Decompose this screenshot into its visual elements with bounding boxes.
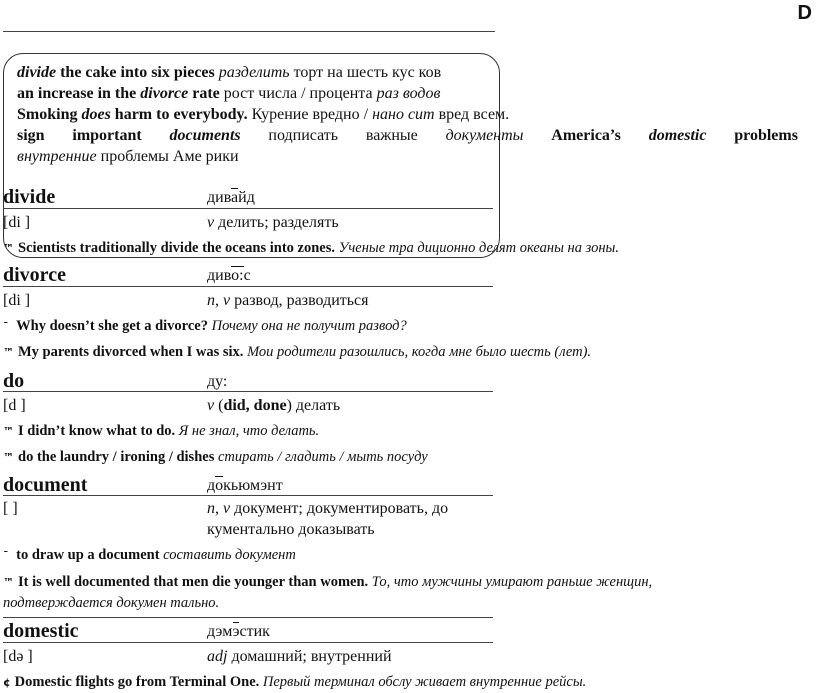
box-phrase: the cake into six pieces [56, 64, 219, 81]
example-divorce-2: ™ My parents divorced when I was six. Мои родители разошлись, когда мне было шесть (лет). [3, 344, 592, 360]
box-translation: рост числа / процента [223, 85, 377, 102]
entry-rule [3, 391, 493, 392]
example-marker-icon: ¢ [3, 676, 11, 689]
example-marker-icon: ™ [3, 451, 14, 464]
ipa-domestic: [də ] [3, 648, 33, 665]
box-word: domestic [648, 127, 707, 144]
example-document-2-cont: подтверждается докумен тально. [3, 595, 220, 611]
top-rule [3, 31, 495, 32]
definition-domestic: adj домашний; внутренний [207, 648, 392, 665]
pronunciation-domestic: дэмэстик [207, 623, 270, 640]
example-marker-icon: ™ [3, 425, 14, 438]
headword-divorce: divorce [3, 264, 66, 286]
entry-rule [3, 208, 493, 209]
box-phrase: problems [734, 127, 798, 144]
example-divide-1: ™ Scientists traditionally divide the oceans into zones. Ученые тра диционно делят океаны на зоны. [3, 240, 619, 256]
box-translation: проблемы Аме рики [96, 148, 239, 165]
headword-domestic: domestic [3, 620, 79, 642]
pronunciation-do: ду: [207, 373, 228, 390]
box-phrase: America’s [551, 127, 621, 144]
definition-document-cont: кументально доказывать [207, 521, 375, 538]
example-do-1: ™ I didn’t know what to do. Я не знал, что делать. [3, 423, 320, 439]
headword-document: document [3, 474, 88, 496]
box-line-3 [17, 106, 509, 124]
example-document-1: ˉ to draw up a document составить документ [3, 547, 296, 563]
box-translation: подписать [268, 127, 339, 144]
box-translation: Курение вредно / [247, 106, 373, 123]
definition-divide: v делить; разделять [207, 214, 339, 231]
entry-rule [3, 286, 493, 287]
definition-document: n, v документ; документировать, до [207, 500, 449, 517]
box-word: divide [17, 64, 57, 81]
example-domestic-1: ¢ Domestic flights go from Terminal One. Первый терминал обслу живает внутренние рейсы. [3, 674, 587, 690]
box-line-5 [17, 148, 239, 166]
example-marker-icon: ™ [3, 346, 14, 359]
entry-rule [3, 495, 493, 496]
box-phrase: rate [188, 85, 224, 102]
pronunciation-divorce: диво:с [207, 267, 251, 284]
ipa-divide: [di ] [3, 214, 31, 231]
ipa-do: [d ] [3, 397, 26, 414]
box-word: does [81, 106, 111, 123]
example-marker-icon: ™ [3, 576, 14, 589]
box-translation: вред всем. [434, 106, 510, 123]
headword-divide: divide [3, 186, 56, 208]
box-translation-key: раз водов [376, 85, 441, 102]
box-translation: важные [365, 127, 418, 144]
box-line-4 [17, 127, 798, 145]
box-phrase: harm to everybody. [110, 106, 248, 123]
entry-rule [3, 617, 493, 618]
example-marker-icon: ˉ [3, 549, 9, 562]
pronunciation-document: докьюмэнт [207, 477, 283, 494]
box-translation-key: нано сит [372, 106, 435, 123]
box-word: documents [169, 127, 241, 144]
box-translation-key: внутренние [17, 148, 97, 165]
box-translation-key: разделить [218, 64, 290, 81]
definition-do: v (did, done) делать [207, 397, 341, 414]
example-divorce-1: ˉ Why doesn’t she get a divorce? Почему она не получит развод? [3, 318, 407, 334]
example-marker-icon: ˉ [3, 320, 9, 333]
box-line-1 [17, 64, 441, 82]
box-phrase: sign [17, 127, 45, 144]
example-marker-icon: ™ [3, 242, 14, 255]
box-phrase: an increase in the [17, 85, 141, 102]
pronunciation-divide: дивайд [207, 189, 255, 206]
box-translation-key: документы [445, 127, 524, 144]
headword-do: do [3, 370, 25, 392]
box-phrase: important [72, 127, 142, 144]
entry-rule [3, 642, 493, 643]
ipa-divorce: [di ] [3, 292, 31, 309]
definition-divorce: n, v развод, разводиться [207, 292, 369, 309]
box-translation: торт на шесть кус ков [289, 64, 442, 81]
box-phrase: Smoking [17, 106, 82, 123]
box-line-2 [17, 85, 440, 103]
ipa-document: [ ] [3, 500, 18, 517]
box-word: divorce [140, 85, 189, 102]
example-document-2: ™ It is well documented that men die younger than women. То, что мужчины умирают раньше женщин, [3, 574, 653, 590]
example-do-2: ™ do the laundry / ironing / dishes стирать / гладить / мыть посуду [3, 449, 428, 465]
page-letter: D [797, 2, 812, 24]
